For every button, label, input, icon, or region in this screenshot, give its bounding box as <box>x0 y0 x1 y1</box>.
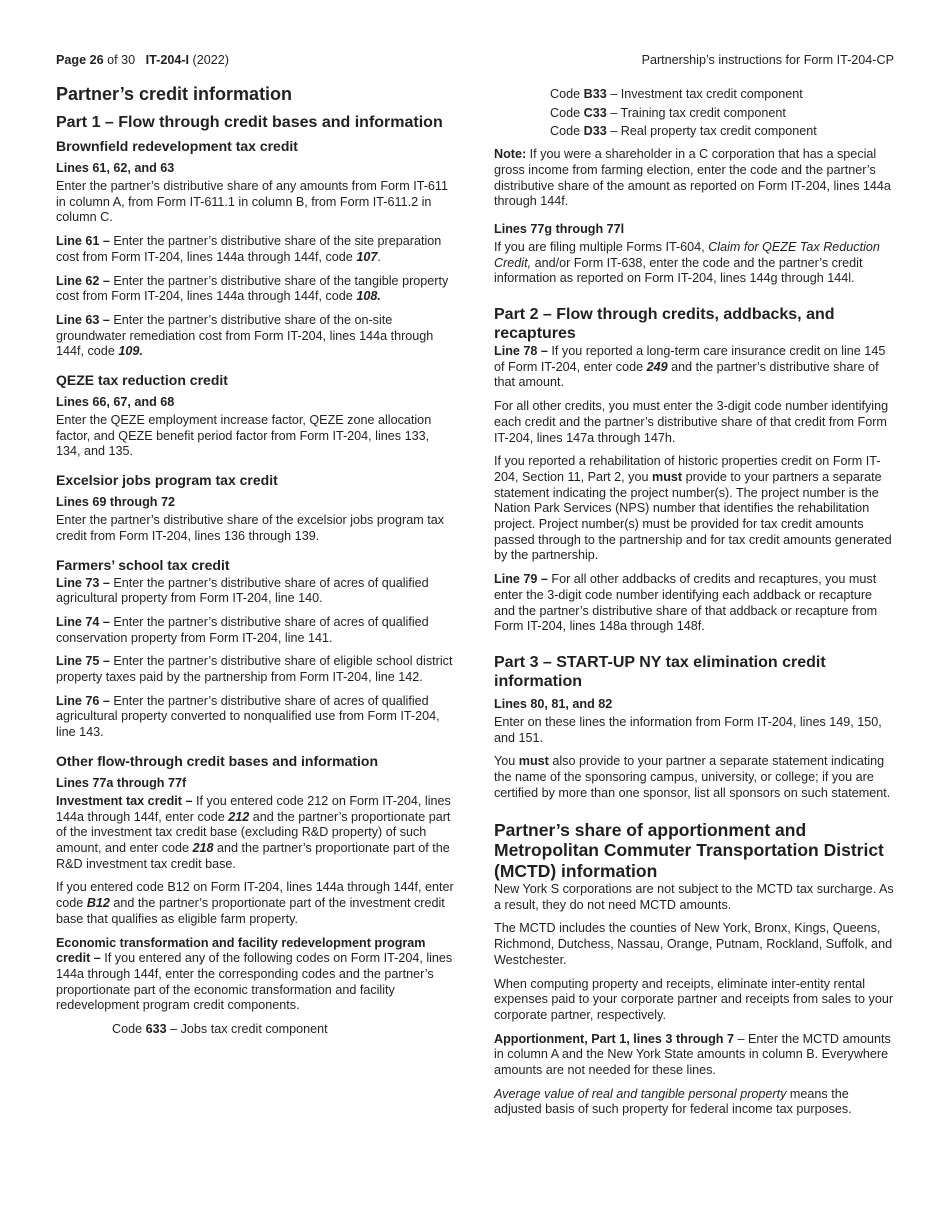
page-title: Partner’s credit information <box>56 84 293 104</box>
part2-heading: Part 2 – Flow through credits, addbacks, and recaptures <box>494 306 835 343</box>
line-63: Line 63 – Enter the partner’s distributive share of the on-site groundwater remediation cost from Form IT-204, lines 144a through 144f, code 109. <box>56 312 434 359</box>
part1-heading: Part 1 – Flow through credit bases and information <box>56 114 443 131</box>
other-heading: Other flow-through credit bases and information <box>56 752 379 769</box>
mctd-heading: Partner’s share of apportionment and Metropolitan Commuter Transportation District (MCTD) information <box>494 819 884 881</box>
code-line-item: Code B33 – Investment tax credit component <box>550 87 803 101</box>
line-76: Line 76 – Enter the partner’s distributive share of acres of qualified agricultural property converted to nonqualified use from Form IT-204, line 143. <box>56 693 440 740</box>
line-73: Line 73 – Enter the partner’s distributive share of acres of qualified agricultural property from Form IT-204, line 140. <box>56 575 429 606</box>
other-credits-paragraph: For all other credits, you must enter the 3-digit code number identifying each credit and the partner’s distributive share of that credit from Form IT-204, lines 147a through 147h. <box>494 399 889 445</box>
qeze-lines-heading: Lines 66, 67, and 68 <box>56 395 175 410</box>
apportionment-paragraph: Apportionment, Part 1, lines 3 through 7 – Enter the MCTD amounts in column A and the New York State amounts in column B. Everywhere amounts are not needed for these lines. <box>494 1031 891 1078</box>
form-id: IT-204-I <box>145 53 190 67</box>
left-column <box>56 84 456 1041</box>
l80-heading: Lines 80, 81, and 82 <box>494 696 613 711</box>
investment-tax-credit: Investment tax credit – If you entered code 212 on Form IT-204, lines 144a through 144f, enter code 212 and the partner’s proportionate part of the investment tax credit base (excluding R&D property) of such amount, and enter code 218 and the partner’s proportionate part of the R&D investment tax credit base. <box>56 793 451 871</box>
qeze-text: Enter the QEZE employment increase factor, QEZE zone allocation factor, and QEZE benefit period factor from Form IT-204, lines 133, 134, and 135. <box>56 413 432 459</box>
line-61: Line 61 – Enter the partner’s distributive share of the site preparation cost from Form IT-204, lines 144a through 144f, code 107. <box>56 234 442 264</box>
document-title: Partnership’s instructions for Form IT-204-CP <box>641 53 894 67</box>
line-74: Line 74 – Enter the partner’s distributive share of acres of qualified conservation property from Form IT-204, line 141. <box>56 614 429 645</box>
code-line-item: Code C33 – Training tax credit component <box>550 105 786 120</box>
average-value-paragraph: Average value of real and tangible personal property means the adjusted basis of such property for federal income tax purposes. <box>494 1086 852 1117</box>
qeze-heading: QEZE tax reduction credit <box>56 372 228 389</box>
mctd-paragraph-2: The MCTD includes the counties of New York, Bronx, Kings, Queens, Richmond, Dutchess, Nassau, Orange, Putnam, Rockland, Suffolk, and Westchester. <box>494 921 893 967</box>
excelsior-lines-heading: Lines 69 through 72 <box>56 495 175 510</box>
brownfield-heading: Brownfield redevelopment tax credit <box>56 138 298 154</box>
line-75: Line 75 – Enter the partner’s distributive share of eligible school district property taxes paid by the partnership from Form IT-204, line 142. <box>56 654 453 685</box>
excelsior-text: Enter the partner’s distributive share of the excelsior jobs program tax credit from Form IT-204, lines 136 through 139. <box>56 513 445 543</box>
l77g-heading: Lines 77g through 77l <box>494 221 625 236</box>
mctd-paragraph-1: New York S corporations are not subject to the MCTD tax surcharge. As a result, they do not need MCTD amounts. <box>494 882 894 912</box>
l80-paragraph: Enter on these lines the information from Form IT-204, lines 149, 150, and 151. <box>494 714 882 745</box>
line-78: Line 78 – If you reported a long-term care insurance credit on line 145 of Form IT-204, enter code 249 and the partner’s distributive share of that amount. <box>494 344 886 390</box>
excelsior-heading: Excelsior jobs program tax credit <box>56 472 278 489</box>
line-79: Line 79 – For all other addbacks of credits and recaptures, you must enter the 3-digit code number identifying each addback or recapture and the partner’s distributive share of that addback or recapture from Form IT-204, lines 148a through 148f. <box>494 572 878 634</box>
page-number: Page 26 of 30 IT-204-I (2022) <box>56 53 229 67</box>
b12-paragraph: If you entered code B12 on Form IT-204, lines 144a through 144f, enter code B12 and the partner’s proportionate part of the investment credit base that qualifies as eligible farm property. <box>56 880 454 926</box>
historic-paragraph: If you reported a rehabilitation of historic properties credit on Form IT-204, Section 11, Part 2, you must provide to your partners a separate statement indicating the project number(s). The project number is the Nation Park Services (NPS) number that identifies the rehabilitation project. Project number(s) must be provided for tax credit amounts passed through to the partnership and for tax credit amounts generated by the partnership. <box>494 454 892 563</box>
brownfield-lines-heading: Lines 61, 62, and 63 <box>56 161 175 175</box>
page-header <box>56 53 894 71</box>
part3-heading: Part 3 – START-UP NY tax elimination credit information <box>494 653 826 690</box>
farmers-heading: Farmers’ school tax credit <box>56 556 230 573</box>
brownfield-intro: Enter the partner’s distributive share of any amounts from Form IT-611 in column A, from Form IT-611.1 in column B, from Form IT-611.2 in column C. <box>56 179 448 225</box>
etf-paragraph: Economic transformation and facility redevelopment program credit – If you entered any of the following codes on Form IT-204, lines 144a through 144f, enter the corresponding codes and the partner’s proportionate part of the economic transformation and facility redevelopment program credit components. <box>56 935 453 1013</box>
code-list <box>494 87 894 140</box>
other-lines-heading: Lines 77a through 77f <box>56 775 187 790</box>
sponsor-paragraph: You must also provide to your partner a separate statement indicating the name of the sponsoring campus, university, or college; if you are certified by more than one sponsor, list all sponsors on such statement. <box>494 754 891 800</box>
code-line-item: Code D33 – Real property tax credit component <box>550 124 817 139</box>
l77g-paragraph: If you are filing multiple Forms IT-604, Claim for QEZE Tax Reduction Credit, and/or Form IT-638, enter the code and the partner’s credit information as reported on Form IT-204, lines 144g through 144l. <box>494 239 880 286</box>
right-column <box>494 87 894 1126</box>
note-paragraph: Note: If you were a shareholder in a C corporation that has a special gross income from farming election, enter the code and the partner’s distributive share of the amount as reported on Form IT-204, lines 144a through 144f. <box>494 147 891 209</box>
mctd-paragraph-3: When computing property and receipts, eliminate inter-entity rental expenses paid to your corporate partner and receipts from sales to your corporate partner, respectively. <box>494 976 894 1022</box>
line-62: Line 62 – Enter the partner’s distributive share of the tangible property cost from Form IT-204, lines 144a through 144f, code 108. <box>56 273 449 304</box>
code-633: Code 633 – Jobs tax credit component <box>112 1022 328 1037</box>
